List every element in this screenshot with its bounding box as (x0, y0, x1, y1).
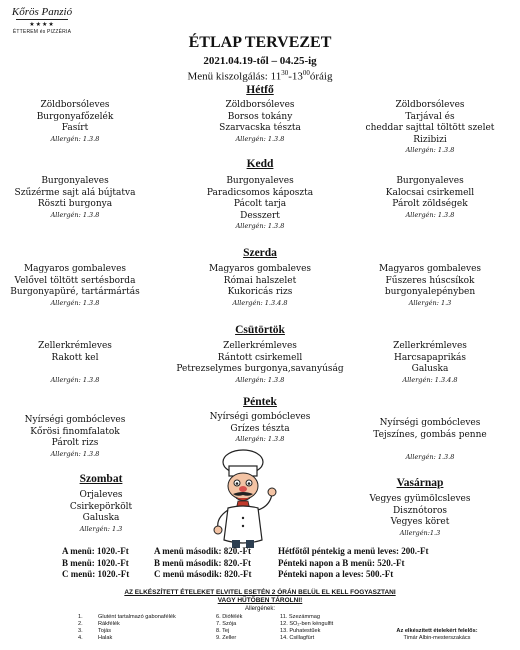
restaurant-logo (6, 6, 78, 35)
soup-prices: Hétfőtől péntekig a menü leves: 200.-Ft Pénteki napon a B menü: 520.-Ft Pénteki napon a leves: 500.-Ft (278, 546, 429, 579)
day-heading-sunday: Vasárnap (396, 477, 444, 489)
friday-menu-c: Nyírségi gombócleves Tejszínes, gombás penne Allergén: 1.3.8 (373, 418, 487, 461)
day-heading-tuesday: Kedd (246, 158, 274, 170)
allergen-list-col3: 11. Szezámmag 12. SO₂-ben kéngulfit 13. Puhatestűek 14. Csillagfürt (280, 614, 334, 641)
second-menu-prices: A menü második: 820.-Ft B menü második: 820.-Ft C menü második: 820.-Ft (154, 546, 252, 579)
allergen-list-title: Allergének: (244, 606, 276, 612)
wednesday-menu-a: Magyaros gombaleves Velővel töltött sertésborda Burgonyapüré, tartármártás Allergén: 1.3.8 (10, 264, 140, 307)
chef-illustration (204, 448, 282, 552)
wednesday-menu-b: Magyaros gombaleves Római halszelet Kukoricás rizs Allergén: 1.3.4.8 (208, 264, 312, 307)
friday-menu-b: Nyírségi gombócleves Grízes tészta Allergén: 1.3.8 (209, 412, 311, 443)
saturday-menu: Orjaleves Csirkepörkölt Galuska Allergén: 1.3 (69, 490, 133, 533)
thursday-menu-a: Zellerkrémleves Rakott kel Allergén: 1.3.8 (38, 341, 112, 384)
chef-responsible: Az elkészített ételekért felelős: Timár Albin-mesterszakács (396, 628, 478, 641)
allergen-list-col1: 1. Glutént tartalmazó gabonafélék 2. Rákfélék 3. Tojás 4. Halak (78, 614, 176, 641)
logo-name: Kőrös Panzió (11, 6, 73, 18)
sunday-menu: Vegyes gyümölcsleves Disznótoros Vegyes köret Allergén:1.3 (369, 494, 471, 537)
tuesday-menu-b: Burgonyaleves Paradicsomos káposzta Pácolt tarja Desszert Allergén: 1.3.8 (206, 176, 314, 230)
logo-stars: ★★★★ (29, 21, 55, 28)
date-range: 2021.04.19-től – 04.25-ig (203, 55, 317, 67)
serving-hours: Menü kiszolgálás: $11^{30}-13^{00}óráig$ (187, 69, 333, 83)
friday-menu-a: Nyírségi gombócleves Kőrösi finomfalatok Párolt rizs Allergén: 1.3.8 (24, 415, 126, 458)
allergen-list-col2: 6. Diófélék 7. Szója 8. Tej 9. Zeller (216, 614, 243, 641)
monday-menu-a: Zöldborsóleves Burgonyafőzelék Fasírt Allergén: 1.3.8 (36, 100, 114, 143)
thursday-menu-c: Zellerkrémleves Harcsapaprikás Galuska Allergén: 1.3.4.8 (393, 341, 467, 384)
thursday-menu-b: Zellerkrémleves Rántott csirkemell Petrezselymes burgonya,savanyúság Allergén: 1.3.8 (176, 341, 344, 384)
day-heading-thursday: Csütörtök (235, 324, 285, 336)
day-heading-monday: Hétfő (246, 84, 274, 96)
day-heading-saturday: Szombat (79, 473, 123, 485)
logo-subtitle: ÉTTEREM és PIZZÉRIA (12, 29, 72, 35)
day-heading-wednesday: Szerda (243, 247, 277, 259)
wednesday-menu-c: Magyaros gombaleves Fűszeres húscsíkok burgonyalepényben Allergén: 1.3 (378, 264, 482, 307)
monday-menu-b: Zöldborsóleves Borsos tokány Szarvacska tészta Allergén: 1.3.8 (219, 100, 301, 143)
tuesday-menu-c: Burgonyaleves Kalocsai csirkemell Párolt zöldségek Allergén: 1.3.8 (385, 176, 475, 219)
takeaway-notice: AZ ELKÉSZÍTETT ÉTELEKET ELVITEL ESETÉN 2 ÓRÁN BELÜL EL KELL FOGYASZTANI VAGY HŰTŐBEN TÁROLNI! (124, 589, 396, 604)
day-heading-friday: Péntek (243, 396, 277, 408)
monday-menu-c: Zöldborsóleves Tarjával és cheddar sajttal töltött szelet Rizibizi Allergén: 1.3.8 (365, 100, 495, 154)
page-title: ÉTLAP TERVEZET (188, 34, 332, 51)
tuesday-menu-a: Burgonyaleves Szűzérme sajt alá bújtatva Röszti burgonya Allergén: 1.3.8 (14, 176, 136, 219)
logo-divider (16, 19, 68, 20)
menu-prices: A menü: 1020.-Ft B menü: 1020.-Ft C menü: 1020.-Ft (62, 546, 130, 579)
